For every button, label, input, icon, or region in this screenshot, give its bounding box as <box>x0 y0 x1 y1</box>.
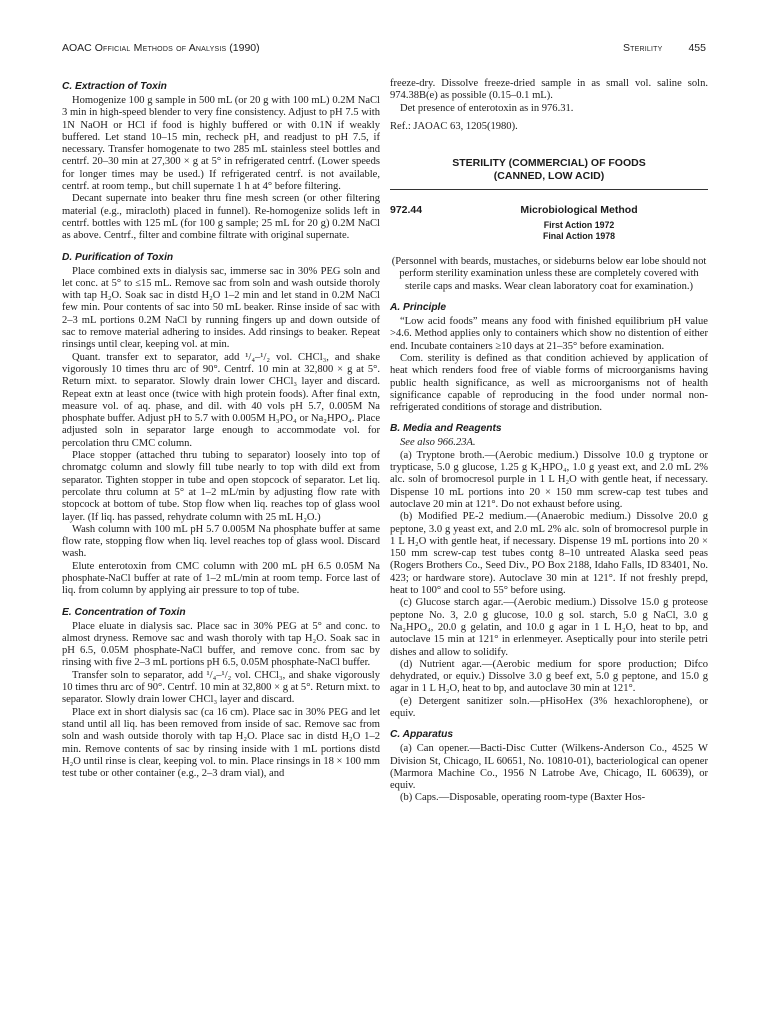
see-also: See also 966.23A. <box>400 437 476 449</box>
reagent-item: (c) Glucose starch agar.—(Aerobic medium.) Dissolve 15.0 g proteose peptone No. 3, 2.0 g glucose, 10.0 g sol. starch, 5.0 g NaCl, 3.0 g Na₂HPO₄, 20.0 g gelatin, and 10.0 g agar in 1 L H₂O, heat to bp, and autoclave 15 min at 121° in erlenmeyer. Aseptically pour into sterile petri dishes and allow to solidify. <box>390 597 708 658</box>
left-column <box>62 78 380 780</box>
section-heading-extraction: C. Extraction of Toxin <box>62 81 167 92</box>
paragraph: Place stopper (attached thru tubing to separator) loosely into top of chromatgc column and slowly fill tube nearly to top with dild ext from separator. Tighten stopper in tube and open stopcock of separator. Let liq. percolate thru column at 5° at 1–2 mL/min by adjusting flow rate with stopcock at bottom of tube. Stop flow when liq. reaches top of glass wool layer. (If liq. has passed, rehydrate column with 25 mL H₂O.) <box>62 450 380 523</box>
section-heading-principle: A. Principle <box>390 302 447 314</box>
paragraph: Place combined exts in dialysis sac, immerse sac in 30% PEG soln and let conc. at 5° to ≤15 mL. Remove sac from soln and wash outside thoroly with tap H₂O. Soak sac in distd H₂O 1–2 min and let stand in 0.2M NaCl few min. Pour contents of sac into 50 mL beaker. Rinse inside of sac with 2–3 mL portions 0.2M NaCl by running fingers up and down outside of sac to remove material adhering to insides. Add rinsings to beaker. Repeat rinsings until clear, keeping vol. at min. <box>62 265 380 351</box>
method-header <box>390 204 708 248</box>
section-heading-media: B. Media and Reagents <box>390 423 502 435</box>
page-number: 455 <box>688 42 706 54</box>
journal-title: AOAC Official Methods of Analysis (1990) <box>62 42 260 54</box>
reagent-item: (e) Detergent sanitizer soln.—pHisoHex (3% hexachlorophene), or equiv. <box>390 695 708 719</box>
section-heading-concentration: E. Concentration of Toxin <box>62 606 186 618</box>
paragraph: Transfer soln to separator, add ¹/₄–¹/₂ vol. CHCl₃, and shake vigorously 10 times thru arc of 90°. Centrf. 10 min at 32,800 × g at 5°. Return mixt. to separator. Slowly drain lower CHCl₃ layer and discard. <box>62 669 380 706</box>
paragraph: Com. sterility is defined as that condition achieved by application of heat which renders food free of viable forms of microorganisms having public health significance, as well as microorganisms not of health significance capable of reproducing in the food under normal non-refrigerated conditions of storage and distribution. <box>390 352 708 414</box>
method-title: Microbiological Method <box>520 204 638 217</box>
section-heading-purification: D. Purification of Toxin <box>62 251 174 263</box>
paragraph: “Low acid foods” means any food with finished equilibrium pH value >4.6. Method applies only to containers which show no distention of either end. Incubate containers ≥10 days at 21–35° before examination. <box>390 316 708 352</box>
apparatus-item: (b) Caps.—Disposable, operating room-type (Baxter Hos- <box>400 792 646 804</box>
section-heading-apparatus: C. Apparatus <box>390 729 454 741</box>
running-header <box>62 42 706 58</box>
final-action: Final Action 1978 <box>542 231 616 242</box>
section-and-page <box>623 42 706 54</box>
paragraph: Elute enterotoxin from CMC column with 200 mL pH 6.5 0.05M Na phosphate-NaCl buffer at rate of 1–2 mL/min at room temp. Force last of liq. from column by applying air pressure to top of tube. <box>62 560 380 597</box>
reagent-item: (d) Nutrient agar.—(Aerobic medium for spore production; Difco dehydrated, or equiv.) Dissolve 3.0 g beef ext, 5.0 g peptone, and 15.0 g agar in 1 L H₂O, heat to bp, and autoclave 30 min at 121°. <box>390 658 708 695</box>
method-number: 972.44 <box>390 204 423 217</box>
main-title: STERILITY (COMMERCIAL) OF FOODS (CANNED, LOW ACID) <box>452 157 646 183</box>
reagent-item: (a) Tryptone broth.—(Aerobic medium.) Dissolve 10.0 g tryptone or trypticase, 5.0 g glucose, 1.25 g K₂HPO₄, 1.0 g yeast ext, and 2.0 mL 2% alc. soln of bromocresol purple in 1 L H₂O with gentle heat, if necessary. Dispense 10 mL portions into 20 × 150 mm screw-cap test tubes and autoclave 20 min at 121°. Do not exhaust before using. <box>390 449 708 510</box>
paragraph: Quant. transfer ext to separator, add ¹/₄–¹/₂ vol. CHCl₃, and shake vigorously 10 times thru arc of 90°. Centrf. 10 min at 32,800 × g at 5°. Return mixt. to separator. Slowly drain lower CHCl₃ layer and discard. Repeat extn at least once (twice with high protein foods). After final extn, measure vol. of aq. phase, and dil. with 40 vols pH 5.7, 0.005M Na phosphate buffer. Adjust pH to 5.7 with 0.005M H₃PO₄ or Na₂HPO₄. Place adjusted soln in separator large enough to accommodate vol. for percolation thru CMC column. <box>62 351 380 449</box>
section-name: Sterility <box>622 42 663 54</box>
paragraph: Place eluate in dialysis sac. Place sac in 30% PEG at 5° and conc. to almost dryness. Remove sac and wash thoroly with tap H₂O. Soak sac in pH 6.5, 0.05M phosphate-NaCl buffer, and remove conc. from sac by rinsing with five 2–3 mL portions pH 6.5, 0.05M phosphate-NaCl buffer. <box>62 620 380 669</box>
personnel-note: (Personnel with beards, mustaches, or sideburns below ear lobe should not perform sterility examination unless these are completely covered with sterile caps and masks. Wear clean laboratory coat for examination.) <box>391 256 707 292</box>
paragraph: freeze-dry. Dissolve freeze-dried sample in as small vol. saline soln. 974.38B(e) as possible (0.15–0.1 mL). <box>390 78 708 102</box>
reagent-item: (b) Modified PE-2 medium.—(Anaerobic medium.) Dissolve 20.0 g peptone, 3.0 g yeast ext, and 2.0 mL 2% alc. soln of bromocresol purple in 1 L H₂O with gentle heat, if necessary. Dispense 19 mL portions into 20 × 150 mm screw-cap test tubes contg 8–10 untreated Alaska seed peas (Rogers Brothers Co., Seed Div., PO Box 2188, Idaho Falls, ID 83401, No. 423; or hardware store). Autoclave 30 min at 121°. If not freshly prepd, heat to 100° and cool to 55° before using. <box>390 511 708 597</box>
reference: Ref.: JAOAC 63, 1205(1980). <box>390 120 518 132</box>
paragraph: Homogenize 100 g sample in 500 mL (or 20 g with 100 mL) 0.2M NaCl 3 min in high-speed blender to very fine consistency. Adjust to pH 7.5 with 1N NaOH or HCl if food is highly buffered or with 0.1N if weakly buffered. Let stand 10–15 min, recheck pH, and readjust to pH 7.5, if necessary. Transfer homogenate to two 285 mL stainless steel bottles and centrf. 20–30 min at 27,300 × g at 5° in refrigerated centrf. (Lower speeds for longer times may be used.) If refrigerated centrf. is not available, centrf. at room temp., but chill supernate 1 h at 4° before filtering. <box>62 95 380 193</box>
first-action: First Action 1972 <box>543 220 615 231</box>
right-column <box>390 78 708 805</box>
divider <box>390 189 708 190</box>
apparatus-item: (a) Can opener.—Bacti-Disc Cutter (Wilkens-Anderson Co., 4525 W Division St, Chicago, IL 60651, No. 10810-01), bacteriological can opener (Marmora Machine Co., 1956 N Latrobe Ave, Chicago, IL 60639), or equiv. <box>390 743 708 792</box>
paragraph: Wash column with 100 mL pH 5.7 0.005M Na phosphate buffer at same flow rate, stopping flow when liq. level reaches top of glass wool. Discard wash. <box>62 523 380 560</box>
paragraph: Decant supernate into beaker thru fine mesh screen (or other filtering material (e.g., miracloth) placed in funnel). Re-homogenize solids left in centrf. bottles with 125 mL (for 100 g sample; 25 mL for 20 g) 0.2M NaCl as above. Centrf., filter and combine filtrate with original supernate. <box>62 193 380 242</box>
paragraph: Det presence of enterotoxin as in 976.31. <box>400 102 574 114</box>
paragraph: Place ext in short dialysis sac (ca 16 cm). Place sac in 30% PEG and let stand until all liq. has been removed from inside of sac. Remove sac from soln and wash outside thoroly with tap H₂O. Place sac in distd H₂O 1–2 min. Remove contents of sac by rinsing inside with 1 mL portions distd H₂O until rinse is clear, keeping vol. to min. Place rinsings in 18 × 100 mm test tube or other container (e.g., 2–3 dram vial), and <box>62 706 380 780</box>
